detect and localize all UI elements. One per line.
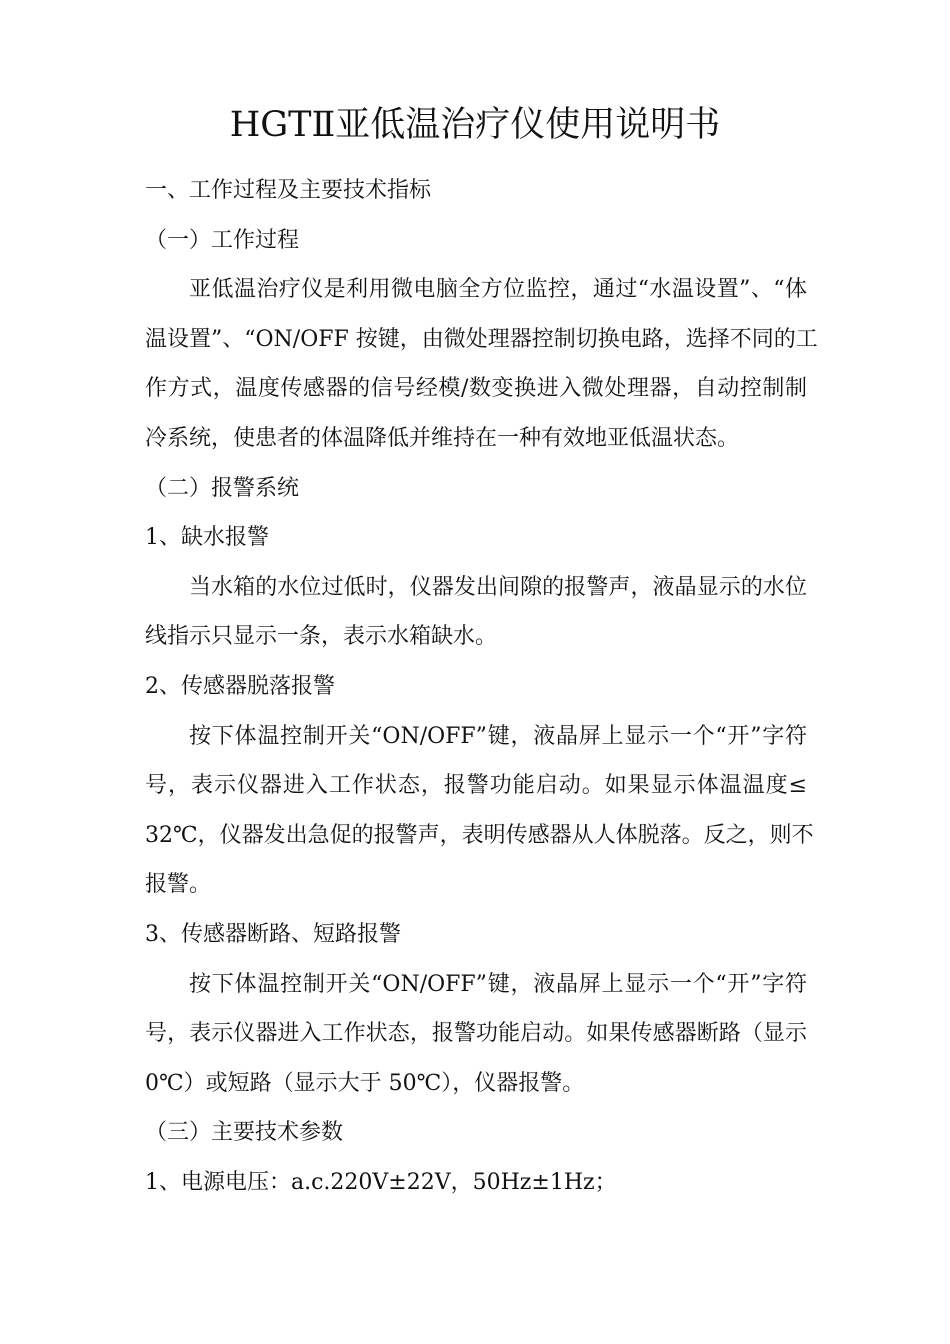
text-line: 1、缺水报警: [145, 525, 269, 551]
text-line: 32℃，仪器发出急促的报警声，表明传感器从人体脱落。反之，则不: [145, 822, 814, 848]
text-line: （三）主要技术参数: [145, 1120, 344, 1146]
text-line: 当水箱的水位过低时，仪器发出间隙的报警声，液晶显示的水位: [189, 574, 807, 600]
text-line: 按下体温控制开关“ON/OFF”键，液晶屏上显示一个“开”字符: [189, 723, 807, 749]
text-line: 一、工作过程及主要技术指标: [145, 178, 432, 203]
document-title: HGTⅡ亚低温治疗仪使用说明书: [229, 105, 721, 145]
document-body: [145, 166, 818, 1207]
text-line: （一）工作过程: [145, 227, 300, 253]
text-line: 温设置”、“ON/OFF 按键，由微处理器控制切换电路，选择不同的工: [145, 326, 818, 352]
text-line: 2、传感器脱落报警: [145, 673, 335, 699]
text-line: 冷系统，使患者的体温降低并维持在一种有效地亚低温状态。: [145, 425, 740, 451]
text-line: 报警。: [145, 872, 212, 898]
text-line: 1、电源电压：a.c.220V±22V，50Hz±1Hz；: [145, 1169, 617, 1195]
text-line: 线指示只显示一条，表示水箱缺水。: [145, 624, 498, 650]
text-line: 0℃）或短路（显示大于 50℃），仪器报警。: [145, 1070, 585, 1096]
text-line: 号，表示仪器进入工作状态，报警功能启动。如果显示体温温度≤: [145, 773, 807, 799]
text-line: 号，表示仪器进入工作状态，报警功能启动。如果传感器断路（显示: [145, 1021, 807, 1047]
text-line: 3、传感器断路、短路报警: [145, 921, 401, 947]
text-line: 按下体温控制开关“ON/OFF”键，液晶屏上显示一个“开”字符: [189, 971, 807, 997]
text-line: 作方式，温度传感器的信号经模/数变换进入微处理器，自动控制制: [145, 376, 807, 402]
text-line: （二）报警系统: [145, 475, 300, 501]
text-line: 亚低温治疗仪是利用微电脑全方位监控，通过“水温设置”、“体: [189, 277, 807, 303]
